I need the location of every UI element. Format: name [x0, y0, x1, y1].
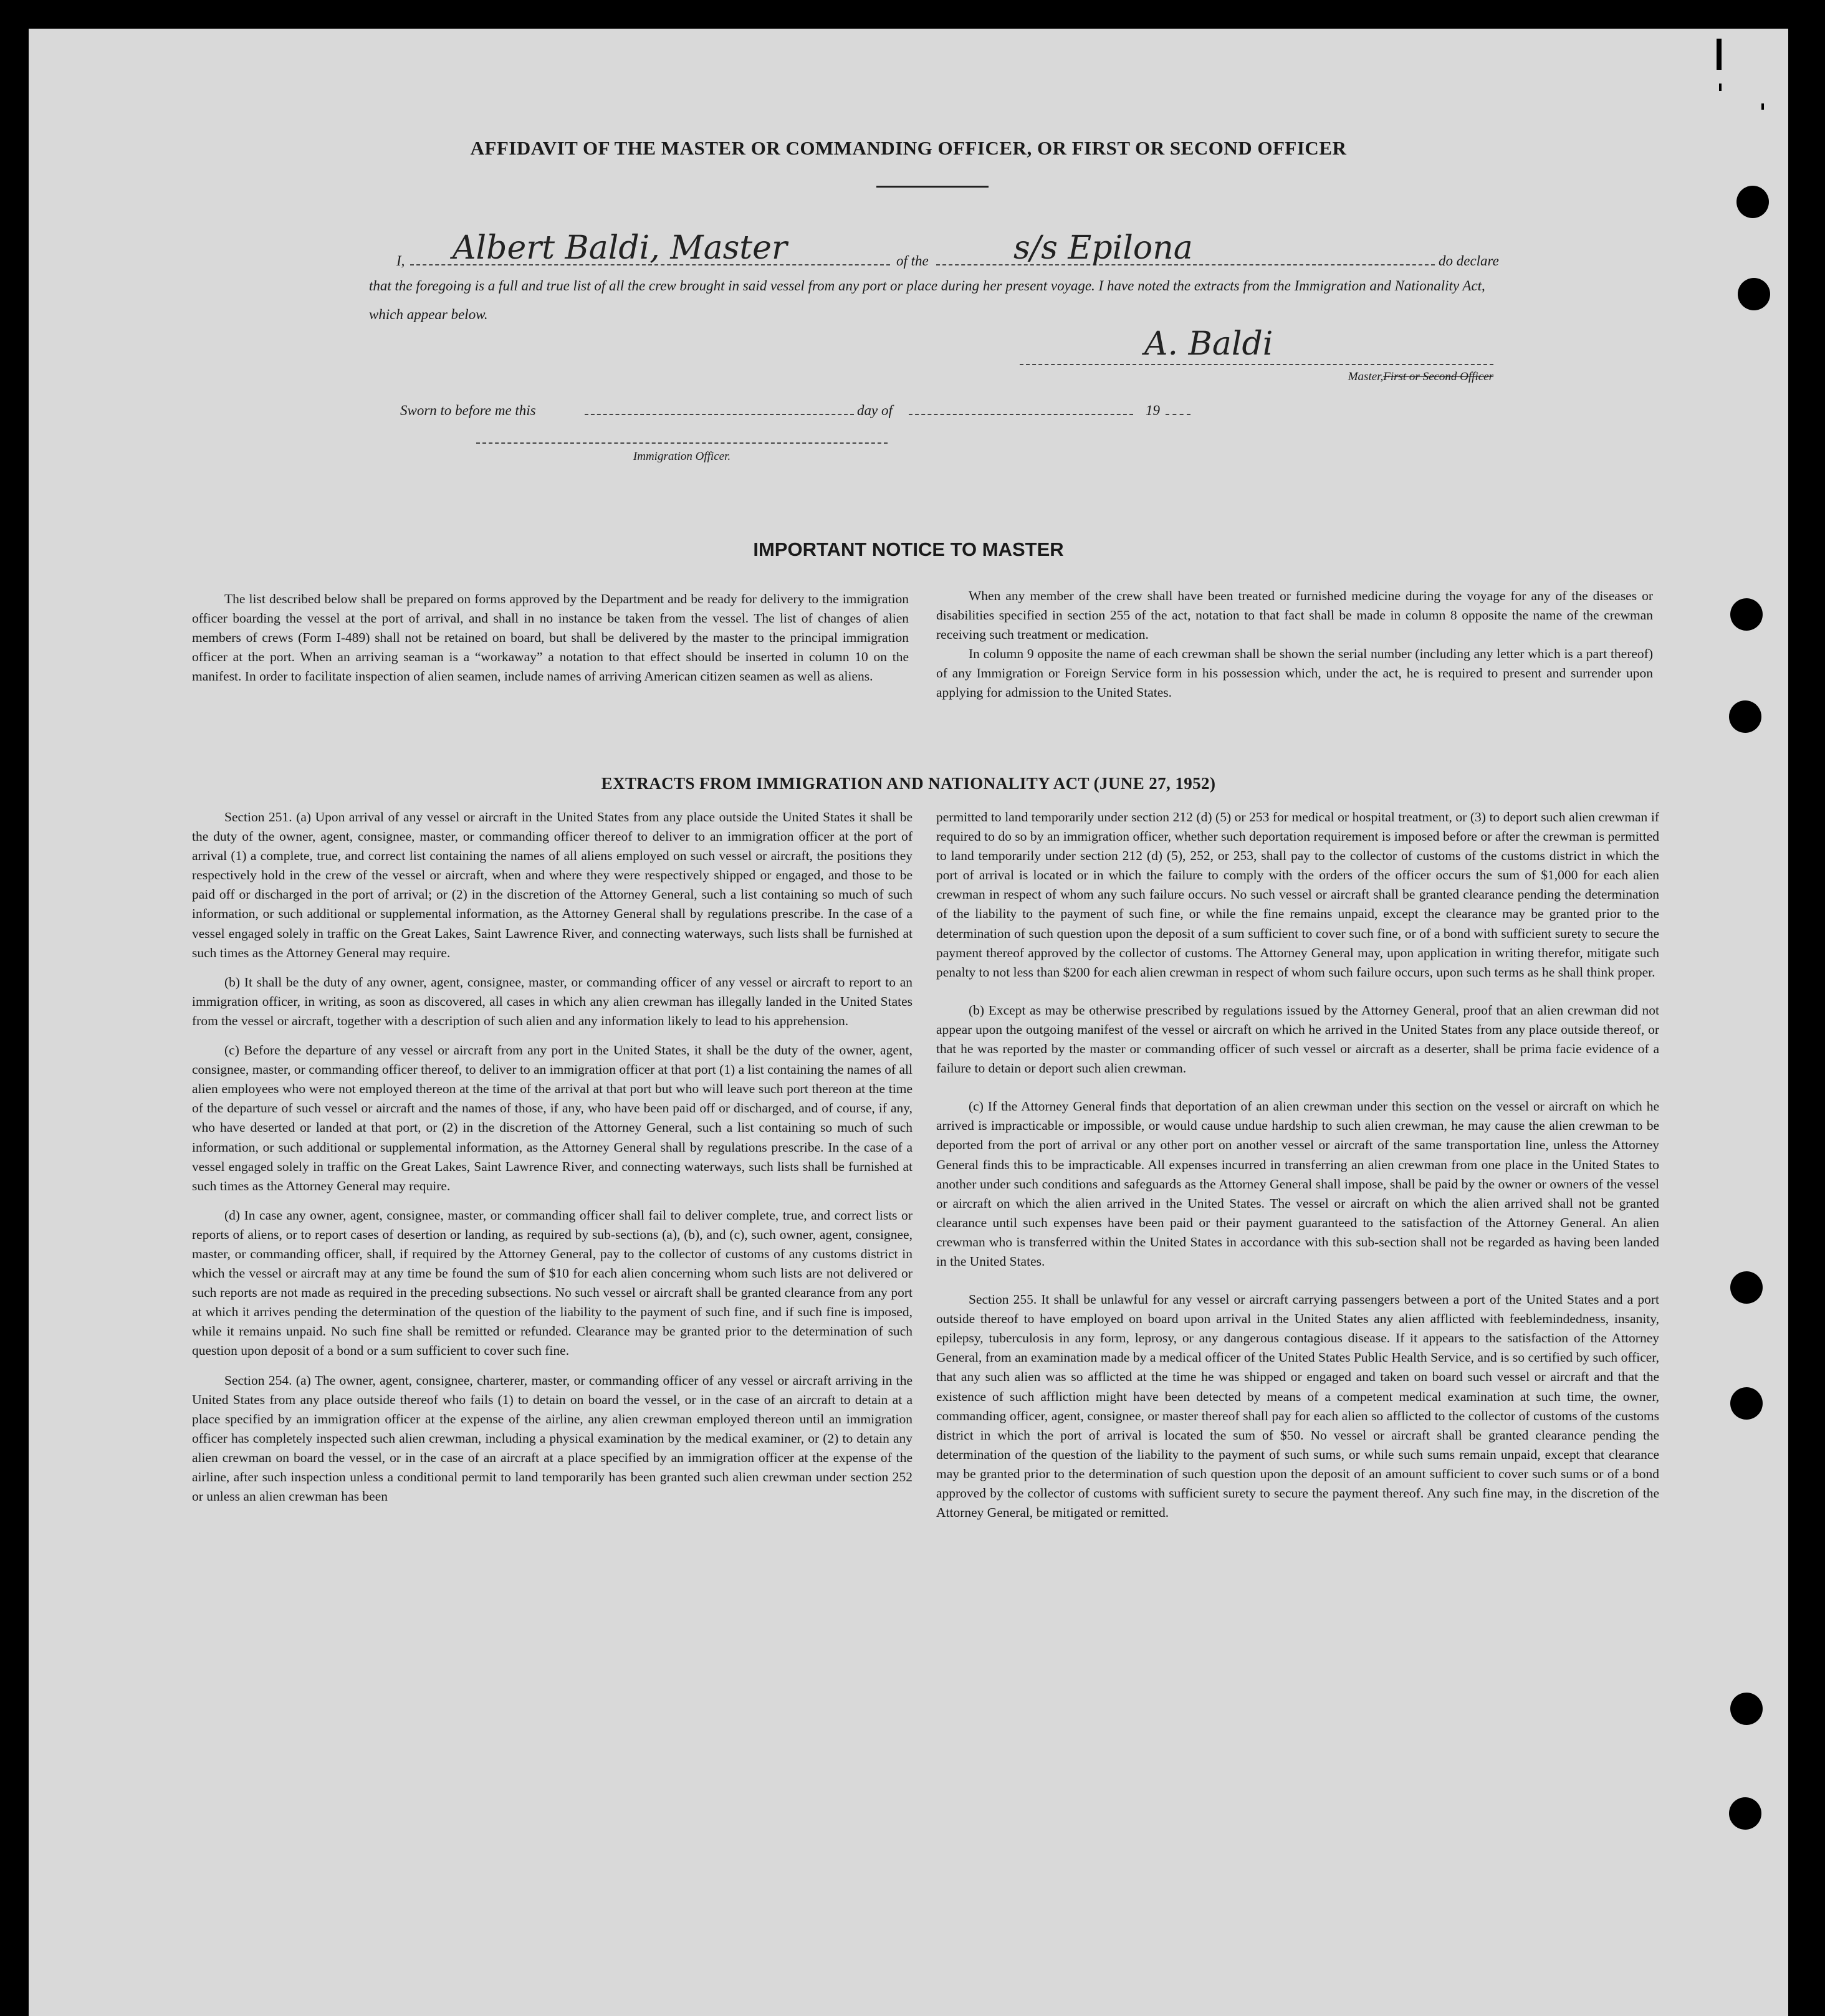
punch-hole [1729, 700, 1761, 733]
notice-paragraph: When any member of the crew shall have been treated or furnished medicine during the voyage for any of the diseases or disabilities specified in section 255 of the act, notation to that fact shall be made in column 8 opposite the name of the crewman receiving such treatment or medication. [936, 588, 1653, 642]
immigration-officer-blank [476, 442, 888, 444]
notice-paragraph: In column 9 opposite the name of each crewman shall be shown the serial number (including any letter which is a part thereof) of any Immigration or Foreign Service form in his possession which, under the act, he is required to present and surrender upon applying for admission to the United States. [936, 646, 1653, 700]
punch-hole [1730, 1693, 1763, 1725]
edge-mark [1761, 103, 1764, 110]
document-page [29, 29, 1788, 2016]
day-of-label: day of [857, 403, 893, 418]
sworn-month-blank [909, 414, 1133, 415]
sworn-label: Sworn to before me this [400, 403, 536, 418]
title-divider [876, 186, 989, 188]
punch-hole [1730, 1271, 1763, 1304]
notice-title: IMPORTANT NOTICE TO MASTER [753, 538, 1064, 560]
signature-blank [1020, 364, 1493, 365]
signature-handwriting: A. Baldi [1144, 325, 1273, 363]
extracts-title: EXTRACTS FROM IMMIGRATION AND NATIONALITY ACT (JUNE 27, 1952) [601, 774, 1216, 793]
extracts-right-column [936, 808, 1659, 1522]
section-254-a-continued: permitted to land temporarily under section 212 (d) (5) or 253 for medical or hospital treatment, or (3) to deport such alien crewman if required to do so by an immigration officer, whether such deportation requirement is imposed before or after the crewman is permitted to land temporarily under section 212 (d) (5), 252, or 253, shall pay to the collector of customs of the customs district in which the port of arrival is located or in which the failure to comply with the orders of the officer occurs the sum of $1,000 for each alien crewman in respect of whom any such failure occurs. No such vessel or aircraft shall be granted clearance pending the determination of the liability to the payment of such fine, or while the fine remains unpaid, except the clearance may be granted prior to the determination of such question upon the deposit of a sum sufficient to cover such fine, or of a bond with sufficient surety to secure the payment thereof approved by the collector of customs. The Attorney General may, upon application in writing therefor, mitigate such penalty to not less than $200 for each alien crewman in respect of whom such failure occurs, upon such terms as he shall think proper. [936, 810, 1659, 980]
punch-hole [1738, 278, 1770, 310]
section-251-b: (b) It shall be the duty of any owner, agent, consignee, master, or commanding officer of any vessel or aircraft to report to an immigration officer, in writing, as soon as discovered, all cases in which any alien crewman has illegally landed in the United States from the vessel or aircraft, together with a description of such alien and any information likely to lead to his apprehension. [192, 974, 912, 1028]
section-254-b: (b) Except as may be otherwise prescribed by regulations issued by the Attorney General, proof that an alien crewman did not appear upon the outgoing manifest of the vessel or aircraft on which he arrived in the United States from any place outside thereof, or that he was reported by the master or commanding officer of such vessel or aircraft as a deserter, shall be prima facie evidence of a failure to detain or deport such alien crewman. [936, 1002, 1659, 1076]
master-name-handwriting: Albert Baldi, Master [453, 229, 787, 267]
sworn-line [400, 394, 1210, 419]
declaration-text: that the foregoing is a full and true list of all the crew brought in said vessel from any port or place during her present voyage. I have noted the extracts from the Immigration and Nationality Act, which appear below. [369, 278, 1485, 322]
section-254-c: (c) If the Attorney General finds that deportation of an alien crewman under this section on the vessel or aircraft on which he arrived is impracticable or impossible, or would cause undue hardship to such alien crewman, he may cause the alien crewman to be deported from the port of arrival or any other port on another vessel or aircraft of the same transportation line, unless the Attorney General finds this to be impracticable. All expenses incurred in transferring an alien crewman from one place in the United States to another under such conditions and safeguards as the Attorney General shall impose, shall be paid by the owner or owners of the vessel or aircraft on which the alien arrived in the United States. The vessel or aircraft on which the alien arrived shall not be granted clearance until such expenses have been paid or their payment guaranteed to the satisfaction of the Attorney General. An alien crewman who is transferred within the United States in accordance with this sub-section shall not be regarded as having been landed in the United States. [936, 1099, 1659, 1269]
declaration-line [396, 229, 1506, 269]
section-251-d: (d) In case any owner, agent, consignee, master, or commanding officer shall fail to deliver complete, true, and correct lists or reports of aliens, or to report cases of desertion or landing, as required by sub-sections (a), (b), and (c), such owner, agent, consignee, master, or commanding officer, shall, if required by the Attorney General, pay to the collector of customs of any customs district in which the vessel or aircraft may at any time be found the sum of $10 for each alien concerning whom such lists are not delivered or such reports are not made as required in the preceding subsections. No such vessel or aircraft shall be granted clearance from any port at which it arrives pending the determination of the question of the liability to the payment of such fine, and if such fine is imposed, while it remains unpaid. No such fine shall be remitted or refunded. Clearance may be granted prior to the determination of such question upon deposit of a bond or a sum sufficient to cover such fine. [192, 1207, 912, 1359]
punch-hole [1730, 1387, 1763, 1420]
signature-caption-struck: First or Second Officer [1383, 370, 1493, 383]
extracts-left-column [192, 808, 912, 1506]
year-label: 19 [1146, 403, 1160, 418]
signature-caption-master: Master, [1348, 370, 1384, 383]
notice-paragraph: The list described below shall be prepared on forms approved by the Department and be ready for delivery to the immigration officer boarding the vessel at the port of arrival, and shall in no instance be taken from the vessel. The list of changes of alien members of crews (Form I-489) shall not be retained on board, but shall be delivered by the master to the principal immigration officer at the port. When an arriving seaman is a “workaway” a notation to that effect should be inserted in column 10 on the manifest. In order to facilitate inspection of alien seamen, include names of arriving American citizen seamen as well as aliens. [192, 591, 909, 684]
section-255: Section 255. It shall be unlawful for any vessel or aircraft carrying passengers between a port of the United States and a port outside thereof to have employed on board upon arrival in the United States any alien afflicted with feeblemindedness, insanity, epilepsy, tuberculosis in any form, leprosy, or any dangerous contagious disease. If it appears to the satisfaction of the Attorney General, from an examination made by a medical officer of the United States Public Health Service, and is so certified by such officer, that any such alien was so afflicted at the time he was shipped or engaged and taken on board such vessel or aircraft and that the existence of such affliction might have been detected by means of a competent medical examination at such time, the owner, commanding officer, agent, consignee, or master thereof shall pay for each alien so afflicted to the collector of customs of the customs district in which the port of arrival is located the sum of $50. No vessel or aircraft shall be granted clearance pending the determination of the question of the liability to the payment of such sums, or while such sums remain unpaid, except that clearance may be granted prior to the determination of such question upon the deposit of an amount sufficient to cover such sums or of a bond approved by the collector of customs with sufficient surety to secure the payment thereof. Any such fine may, in the discretion of the Attorney General, be mitigated or remitted. [936, 1292, 1659, 1521]
punch-hole [1730, 598, 1763, 631]
section-251-c: (c) Before the departure of any vessel or aircraft from any port in the United States, it shall be the duty of the owner, agent, consignee, master, or commanding officer thereof, to deliver to an immigration officer at that port (1) a list containing the names of all alien employees who were not employed thereon at the time of the arrival at that port but who will leave such port thereon at the time of the departure of such vessel or aircraft and the names of those, if any, who have been paid off or discharged, and of course, if any, who have deserted or landed at that port, or (2) in the discretion of the Attorney General, such a list containing so much of such information, or such additional or supplemental information, as the Attorney General shall by regulations prescribe. In the case of a vessel engaged solely in traffic on the Great Lakes, Saint Lawrence River, and connecting waterways, such lists shall be furnished at such times as the Attorney General may require. [192, 1043, 912, 1193]
sworn-year-blank [1166, 414, 1190, 415]
edge-mark [1717, 39, 1722, 70]
sworn-day-blank [585, 414, 854, 415]
i-label: I, [396, 253, 405, 269]
of-the-label: of the [896, 253, 929, 269]
do-declare-label: do declare [1439, 253, 1499, 269]
immigration-officer-block [476, 435, 888, 472]
edge-mark [1719, 84, 1722, 91]
vessel-name-handwriting: s/s Epilona [1013, 229, 1193, 267]
notice-left-column [192, 590, 909, 686]
punch-hole [1729, 1797, 1761, 1830]
punch-hole [1736, 186, 1769, 218]
section-254-a: Section 254. (a) The owner, agent, consignee, charterer, master, or commanding officer of any vessel or aircraft arriving in the United States from any place outside thereof who fails (1) to detain on board the vessel, or in the case of an aircraft to detain at a place specified by an immigration officer at the expense of the airline, any alien crewman employed thereon until an immigration officer has completely inspected such alien crewman, including a physical examination by the medical examiner, or (2) to detain any alien crewman on board the vessel, or in the case of an aircraft at a place specified by an immigration officer at the expense of the airline, after such inspection unless a conditional permit to land temporarily has been granted such alien crewman under section 252 or unless an alien crewman has been [192, 1372, 912, 1504]
notice-right-column [936, 586, 1653, 702]
affidavit-title: AFFIDAVIT OF THE MASTER OR COMMANDING OFFICER, OR FIRST OR SECOND OFFICER [470, 137, 1347, 159]
immigration-officer-caption: Immigration Officer. [633, 450, 731, 463]
signature-block [1020, 325, 1493, 390]
signature-caption [1348, 370, 1493, 384]
section-251-a: Section 251. (a) Upon arrival of any vessel or aircraft in the United States from any place outside the United States it shall be the duty of the owner, agent, consignee, master, or commanding officer thereof to deliver to an immigration officer at the port of arrival (1) a complete, true, and correct list containing the names of all aliens employed on such vessel or aircraft, the positions they respectively hold in the crew of the vessel or aircraft, when and where they were respectively shipped or engaged, and those to be paid off or discharged in the port of arrival; or (2) in the discretion of the Attorney General, such a list containing so much of such information, or such additional or supplemental information, as the Attorney General shall by regulations prescribe. In the case of a vessel engaged solely in traffic on the Great Lakes, Saint Lawrence River, and connecting waterways, such lists shall be furnished at such times as the Attorney General may require. [192, 810, 912, 960]
